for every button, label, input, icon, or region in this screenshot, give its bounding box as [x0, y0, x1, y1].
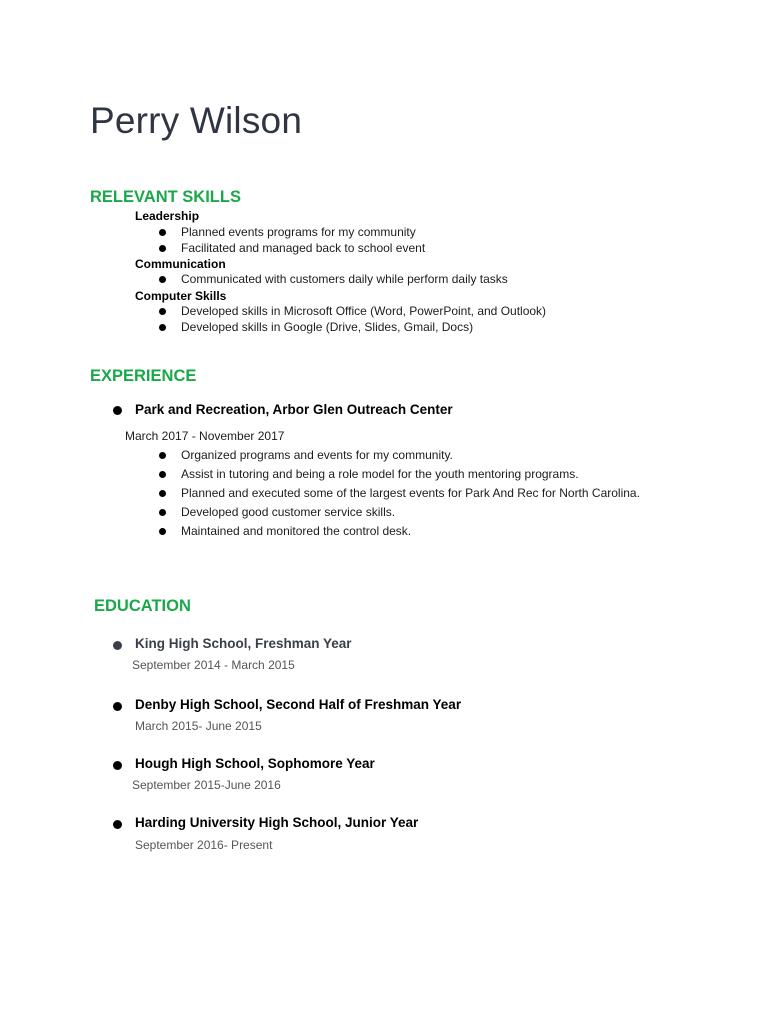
school-dates: September 2016- Present: [135, 838, 273, 852]
bullet-icon: [113, 820, 122, 829]
bullet-icon: [159, 245, 166, 252]
skill-group-title: Computer Skills: [135, 289, 227, 303]
skill-item: Facilitated and managed back to school event: [181, 241, 426, 255]
bullet-icon: [159, 452, 166, 459]
skill-item: Communicated with customers daily while perform daily tasks: [181, 272, 508, 286]
job-title: Park and Recreation, Arbor Glen Outreach Center: [135, 402, 453, 417]
bullet-icon: [159, 471, 166, 478]
school-name: Harding University High School, Junior Year: [135, 815, 419, 830]
bullet-icon: [159, 490, 166, 497]
job-item: Assist in tutoring and being a role model for the youth mentoring programs.: [181, 467, 579, 481]
school-dates: September 2015-June 2016: [132, 778, 281, 792]
education-heading: EDUCATION: [94, 597, 191, 615]
bullet-icon: [113, 406, 122, 415]
bullet-icon: [113, 641, 122, 650]
school-name: Hough High School, Sophomore Year: [135, 756, 375, 771]
bullet-icon: [159, 229, 166, 236]
skill-group-title: Leadership: [135, 209, 200, 223]
job-item: Maintained and monitored the control desk.: [181, 524, 412, 538]
resume-name: Perry Wilson: [90, 100, 303, 141]
experience-heading: EXPERIENCE: [90, 367, 197, 385]
school-dates: September 2014 - March 2015: [132, 658, 295, 672]
bullet-icon: [113, 702, 122, 711]
job-dates: March 2017 - November 2017: [125, 429, 285, 443]
skill-item: Planned events programs for my community: [181, 225, 416, 239]
job-item: Organized programs and events for my community.: [181, 448, 453, 462]
school-name: Denby High School, Second Half of Freshman Year: [135, 697, 462, 712]
skills-heading: RELEVANT SKILLS: [90, 188, 241, 206]
bullet-icon: [159, 509, 166, 516]
skill-group-title: Communication: [135, 257, 226, 271]
skill-item: Developed skills in Google (Drive, Slides, Gmail, Docs): [181, 320, 474, 334]
skill-item: Developed skills in Microsoft Office (Word, PowerPoint, and Outlook): [181, 304, 547, 318]
bullet-icon: [113, 761, 122, 770]
job-item: Developed good customer service skills.: [181, 505, 396, 519]
job-item: Planned and executed some of the largest events for Park And Rec for North Carolina.: [181, 486, 640, 500]
bullet-icon: [159, 528, 166, 535]
bullet-icon: [159, 308, 166, 315]
bullet-icon: [159, 324, 166, 331]
school-name: King High School, Freshman Year: [135, 636, 352, 651]
bullet-icon: [159, 276, 166, 283]
school-dates: March 2015- June 2015: [135, 719, 262, 733]
